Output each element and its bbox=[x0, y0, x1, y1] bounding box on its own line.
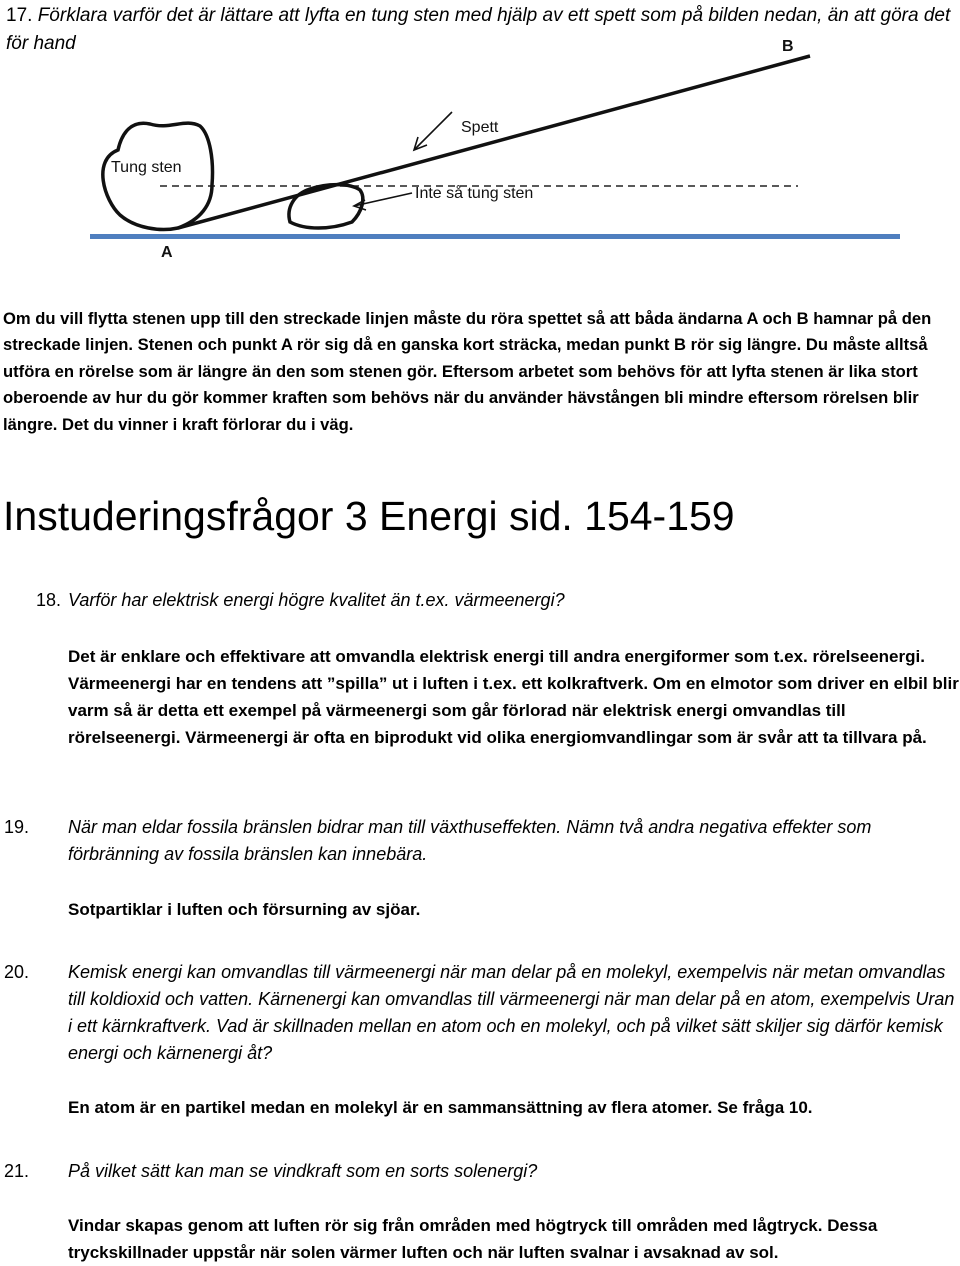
answer-17: Om du vill flytta stenen upp till den streckade linjen måste du röra spettet så att båda ändarna A och B hamnar på den streckade linjen. Stenen och punkt A rör sig då en ganska kort sträcka, medan punkt B rör sig längre. Du måste alltså utföra en rörelse som är längre än den som stenen gör. Eftersom arbetet som behövs för att lyfta stenen är lika stort oberoende av hur du gör kommer kraften som behövs när du använder hävstången bli mindre eftersom rörelsen blir längre. Det du vinner i kraft förlorar du i väg. bbox=[3, 309, 932, 434]
question-20 bbox=[4, 959, 956, 1067]
question-number: 18. bbox=[36, 590, 62, 610]
fulcrum-stone-shape bbox=[289, 185, 363, 228]
heavy-stone-shape bbox=[103, 123, 213, 229]
arrow-spett bbox=[414, 112, 452, 150]
lever-bar bbox=[178, 56, 810, 228]
question-text: På vilket sätt kan man se vindkraft som en sorts solenergi? bbox=[68, 1161, 538, 1181]
question-number: 20. bbox=[4, 962, 30, 982]
answer-21: Vindar skapas genom att luften rör sig från områden med högtryck till områden med lågtryck. Dessa tryckskillnader uppstår när solen värmer luften och när luften svalnar i avsaknad av sol. bbox=[68, 1216, 878, 1262]
lever-figure bbox=[0, 0, 960, 290]
question-number: 17. bbox=[6, 5, 33, 26]
section-heading: Instuderingsfrågor 3 Energi sid. 154-159 bbox=[3, 493, 735, 539]
label-spett: Spett bbox=[461, 119, 499, 136]
question-19 bbox=[4, 814, 956, 868]
question-text: Förklara varför det är lättare att lyfta en tung sten med hjälp av ett spett som på bilden nedan, än att göra det för hand bbox=[6, 5, 951, 54]
question-text: När man eldar fossila bränslen bidrar man till växthuseffekten. Nämn två andra negativa effekter som förbränning av fossila bränslen kan innebära. bbox=[68, 817, 872, 864]
ground-line bbox=[90, 234, 900, 239]
label-b: B bbox=[782, 38, 794, 55]
label-a: A bbox=[161, 244, 173, 261]
answer-20: En atom är en partikel medan en molekyl är en sammansättning av flera atomer. Se fråga 10. bbox=[68, 1098, 813, 1117]
question-number: 21. bbox=[4, 1161, 30, 1181]
question-18 bbox=[36, 587, 956, 614]
question-21 bbox=[4, 1158, 956, 1185]
question-text: Varför har elektrisk energi högre kvalitet än t.ex. värmeenergi? bbox=[68, 590, 565, 610]
label-tung-sten: Tung sten bbox=[111, 159, 182, 176]
answer-18: Det är enklare och effektivare att omvandla elektrisk energi till andra energiformer som t.ex. rörelseenergi. Värmeenergi har en tendens att ”spilla” ut i luften i t.ex. ett kolkraftverk. Om en elmotor som driver en elbil blir varm så är detta ett exempel på värmeenergi som går förlorad när elektrisk energi omvandlas till rörelseenergi. Värmeenergi är ofta en biprodukt vid olika energiomvandlingar som är svår att ta tillvara på. bbox=[68, 647, 959, 747]
label-inte-sa-tung-sten: Inte så tung sten bbox=[415, 185, 534, 202]
question-number: 19. bbox=[4, 817, 30, 837]
answer-19: Sotpartiklar i luften och försurning av sjöar. bbox=[68, 900, 421, 919]
question-text: Kemisk energi kan omvandlas till värmeenergi när man delar på en molekyl, exempelvis när metan omvandlas till koldioxid och vatten. Kärnenergi kan omvandlas till värmeenergi när man delar på en atom, exempelvis Uran i ett kärnkraftverk. Vad är skillnaden mellan en atom och en molekyl, och på vilket sätt skiljer sig därför kemisk energi och kärnenergi åt? bbox=[68, 962, 955, 1063]
